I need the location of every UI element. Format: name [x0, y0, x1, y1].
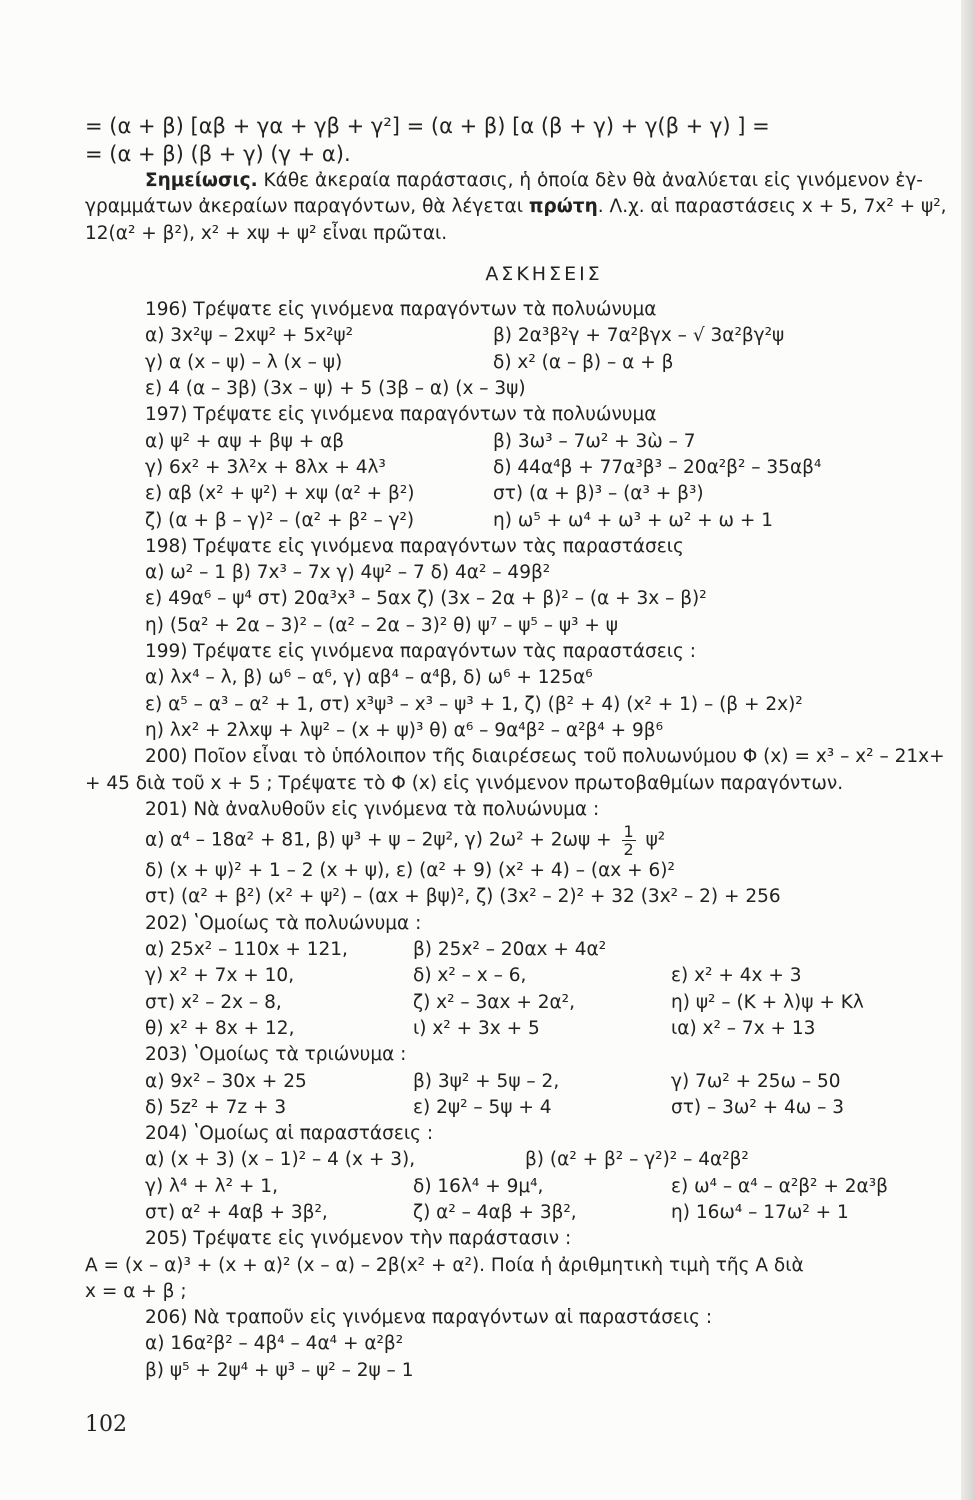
- equation-line-1: = (α + β) [αβ + γα + γβ + γ²] = (α + β) [α (β + γ) + γ(β + γ) ] =: [85, 114, 770, 138]
- exercise-204-cell: γ) λ⁴ + λ² + 1,: [145, 1175, 278, 1197]
- exercise-201-line-3: στ) (α² + β²) (x² + ψ²) – (αx + βψ)², ζ) (3x² – 2)² + 32 (3x² – 2) + 256: [145, 886, 781, 908]
- exercise-202-cell: ια) x² – 7x + 13: [671, 1017, 816, 1039]
- exercise-201-line-1: [85, 823, 963, 858]
- exercise-204-row-3: [85, 1200, 963, 1226]
- note-line-1: [85, 168, 963, 194]
- exercise-204-cell: ε) ω⁴ – α⁴ – α²β² + 2α³β: [671, 1175, 888, 1197]
- exercise-200-line-2: + 45 διὰ τοῦ x + 5 ; Τρέψατε τὸ Φ (x) εἰς γινόμενον πρωτοβαθμίων παραγόντων.: [85, 772, 844, 794]
- note-text-2a: γραμμάτων ἀκεραίων παραγόντων, θὰ λέγεται: [85, 196, 523, 218]
- exercise-197-z: ζ) (α + β – γ)² – (α² + β² – γ²): [145, 509, 415, 531]
- exercise-203-row-2: [85, 1095, 963, 1121]
- exercise-204-cell: ζ) α² – 4αβ + 3β²,: [413, 1201, 577, 1223]
- exercise-197-row-3: [85, 481, 963, 507]
- exercise-196-a: α) 3x²ψ – 2xψ² + 5x²ψ²: [145, 325, 353, 347]
- exercise-202-cell: δ) x² – x – 6,: [413, 965, 527, 987]
- exercise-203-row-1: [85, 1069, 963, 1095]
- exercise-204-b: β) (α² + β² – γ²)² – 4α²β²: [525, 1149, 749, 1171]
- exercise-206-b: β) ψ⁵ + 2ψ⁴ + ψ³ – ψ² – 2ψ – 1: [145, 1359, 414, 1381]
- exercise-198-title: 198) Τρέψατε εἰς γινόμενα παραγόντων τὰς παραστάσεις: [145, 535, 684, 557]
- exercise-204-title: 204) ʽΟμοίως αἱ παραστάσεις :: [145, 1123, 434, 1145]
- exercise-203-cell: γ) 7ω² + 25ω – 50: [671, 1070, 841, 1092]
- exercise-199-line-2: ε) α⁵ – α³ – α² + 1, στ) x³ψ³ – x³ – ψ³ + 1, ζ) (β² + 4) (x² + 1) – (β + 2x)²: [145, 693, 803, 715]
- page-number: 102: [85, 1412, 127, 1437]
- exercise-204-row-2: [85, 1174, 963, 1200]
- exercise-198-line-3: η) (5α² + 2α – 3)² – (α² – 2α – 3)² θ) ψ⁷ – ψ⁵ – ψ³ + ψ: [145, 614, 618, 636]
- exercise-199-title: 199) Τρέψατε εἰς γινόμενα παραγόντων τὰς παραστάσεις :: [145, 641, 696, 663]
- exercise-201-line-1-pre: α) α⁴ – 18α² + 81, β) ψ³ + ψ – 2ψ², γ) 2ω² + 2ωψ +: [145, 829, 612, 851]
- exercise-202-row-3: [85, 990, 963, 1016]
- equation-line-2: = (α + β) (β + γ) (γ + α).: [85, 142, 351, 166]
- exercise-204-a: α) (x + 3) (x – 1)² – 4 (x + 3),: [145, 1149, 416, 1171]
- fraction-denominator: 2: [623, 840, 634, 860]
- exercise-203-cell: β) 3ψ² + 5ψ – 2,: [413, 1070, 560, 1092]
- exercise-206-a: α) 16α²β² – 4β⁴ – 4α⁴ + α²β²: [145, 1333, 404, 1355]
- exercise-201-line-2: δ) (x + ψ)² + 1 – 2 (x + ψ), ε) (α² + 9) (x² + 4) – (αx + 6)²: [145, 860, 675, 882]
- exercise-202-cell: στ) x² – 2x – 8,: [145, 991, 282, 1013]
- exercise-197-e: ε) αβ (x² + ψ²) + xψ (α² + β²): [145, 483, 415, 505]
- note-text-1: Κάθε ἀκεραία παράστασις, ἡ ὁποία δὲν θὰ ἀναλύεται εἰς γινόμενον ἐγ-: [263, 170, 923, 191]
- exercise-202-row-2: [85, 963, 963, 989]
- exercise-197-d: δ) 44α⁴β + 77α³β³ – 20α²β² – 35αβ⁴: [493, 456, 822, 478]
- exercise-197-row-4: [85, 508, 963, 534]
- exercise-197-b: β) 3ω³ – 7ω² + 3ὼ – 7: [493, 430, 696, 452]
- page-content: [85, 112, 963, 1384]
- exercise-204-cell: δ) 16λ⁴ + 9μ⁴,: [413, 1175, 544, 1197]
- exercise-202-cell: ι) x² + 3x + 5: [413, 1017, 540, 1039]
- note-label: Σημείωσις.: [145, 170, 258, 191]
- exercise-196-title: 196) Τρέψατε εἰς γινόμενα παραγόντων τὰ πολυώνυμα: [145, 299, 657, 321]
- exercise-206-title: 206) Νὰ τραποῦν εἰς γινόμενα παραγόντων αἱ παραστάσεις :: [145, 1307, 713, 1329]
- exercise-201-title: 201) Νὰ ἀναλυθοῦν εἰς γινόμενα τὰ πολυώνυμα :: [145, 798, 600, 820]
- exercise-196-b: β) 2α³β²γ + 7α²βγx – √ 3α²βγ²ψ: [493, 325, 785, 347]
- exercise-198-line-1: α) ω² – 1 β) 7x³ – 7x γ) 4ψ² – 7 δ) 4α² – 49β²: [145, 562, 551, 584]
- fraction-numerator: 1: [623, 822, 634, 842]
- exercise-197-row-1: [85, 429, 963, 455]
- exercise-204-cell: στ) α² + 4αβ + 3β²,: [145, 1201, 328, 1223]
- exercise-204-row-1: [85, 1147, 963, 1173]
- exercise-197-st: στ) (α + β)³ – (α³ + β³): [493, 483, 704, 505]
- exercise-202-cell: η) ψ² – (Κ + λ)ψ + Κλ: [671, 991, 864, 1013]
- exercise-205-title: 205) Τρέψατε εἰς γινόμενον τὴν παράστασιν :: [145, 1228, 572, 1250]
- exercise-199-line-1: α) λx⁴ – λ, β) ω⁶ – α⁶, γ) αβ⁴ – α⁴β, δ) ω⁶ + 125α⁶: [145, 667, 593, 689]
- exercise-205-line-1: Α = (x – α)³ + (x + α)² (x – α) – 2β(x² + α²). Ποία ἡ ἀριθμητικὴ τιμὴ τῆς Α διὰ: [85, 1254, 804, 1276]
- exercise-197-a: α) ψ² + αψ + βψ + αβ: [145, 430, 345, 452]
- exercise-196-e: ε) 4 (α – 3β) (3x – ψ) + 5 (3β – α) (x – 3ψ): [145, 378, 526, 400]
- exercise-200-line-1: 200) Ποῖον εἶναι τὸ ὑπόλοιπον τῆς διαιρέσεως τοῦ πολυωνύμου Φ (x) = x³ – x² – 21x+: [145, 746, 945, 768]
- exercise-199-line-3: η) λx² + 2λxψ + λψ² – (x + ψ)³ θ) α⁶ – 9α⁴β² – α²β⁴ + 9β⁶: [145, 719, 663, 741]
- exercise-203-cell: ε) 2ψ² – 5ψ + 4: [413, 1096, 552, 1118]
- exercise-203-title: 203) ʽΟμοίως τὰ τριώνυμα :: [145, 1044, 407, 1066]
- exercise-202-row-1: [85, 937, 963, 963]
- note-bold-term: πρώτη: [528, 196, 598, 218]
- exercise-197-c: γ) 6x² + 3λ²x + 8λx + 4λ³: [145, 456, 386, 478]
- exercise-202-cell: γ) x² + 7x + 10,: [145, 965, 295, 987]
- exercise-198-line-2: ε) 49α⁶ – ψ⁴ στ) 20α³x³ – 5αx ζ) (3x – 2α + β)² – (α + 3x – β)²: [145, 588, 707, 610]
- exercise-204-cell: η) 16ω⁴ – 17ω² + 1: [671, 1201, 849, 1223]
- exercise-203-cell: στ) – 3ω² + 4ω – 3: [671, 1096, 845, 1118]
- exercise-203-cell: δ) 5z² + 7z + 3: [145, 1096, 287, 1118]
- exercise-202-cell: ζ) x² – 3αx + 2α²,: [413, 991, 575, 1013]
- exercise-202-row-4: [85, 1016, 963, 1042]
- exercise-196-row-2: [85, 350, 963, 376]
- exercise-202-cell: β) 25x² – 20αx + 4α²: [413, 939, 607, 961]
- exercise-196-c: γ) α (x – ψ) – λ (x – ψ): [145, 351, 343, 373]
- note-line-2: [85, 194, 963, 220]
- one-half-fraction: [622, 823, 636, 858]
- exercise-197-title: 197) Τρέψατε εἰς γινόμενα παραγόντων τὰ πολυώνυμα: [145, 404, 657, 426]
- exercise-197-h: η) ω⁵ + ω⁴ + ω³ + ω² + ω + 1: [493, 509, 774, 531]
- exercise-202-cell: θ) x² + 8x + 12,: [145, 1017, 295, 1039]
- exercise-201-line-1-post: ψ²: [645, 829, 666, 851]
- page-edge: [961, 0, 975, 1500]
- exercises-heading: ΑΣΚΗΣΕΙΣ: [485, 262, 603, 285]
- exercise-203-cell: α) 9x² – 30x + 25: [145, 1070, 307, 1092]
- note-text-2b: . Λ.χ. αἱ παραστάσεις x + 5, 7x² + ψ²,: [597, 196, 947, 218]
- exercise-202-title: 202) ʽΟμοίως τὰ πολυώνυμα :: [145, 912, 422, 934]
- exercise-197-row-2: [85, 455, 963, 481]
- exercise-202-cell: ε) x² + 4x + 3: [671, 965, 802, 987]
- exercise-196-row-1: [85, 323, 963, 349]
- note-line-3: 12(α² + β²), x² + xψ + ψ² εἶναι πρῶται.: [85, 222, 448, 244]
- exercise-205-line-2: x = α + β ;: [85, 1280, 187, 1302]
- exercise-196-d: δ) x² (α – β) – α + β: [493, 351, 674, 373]
- exercise-202-cell: α) 25x² – 110x + 121,: [145, 939, 348, 961]
